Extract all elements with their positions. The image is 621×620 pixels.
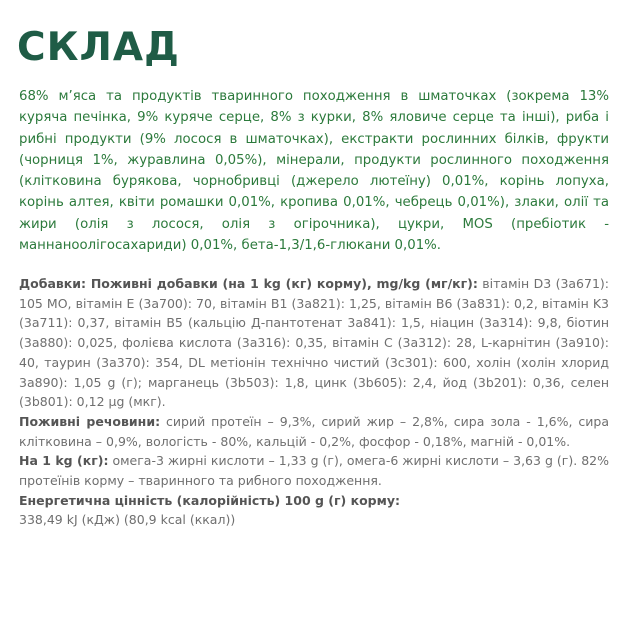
- nutrition-details: [19, 274, 609, 530]
- additives-label: Добавки: Поживні добавки (на 1 kg (кг) корму), mg/kg (мг/кг):: [19, 276, 478, 291]
- per-kg-text: омега-3 жирні кислоти – 1,33 g (г), омега-6 жирні кислоти – 3,63 g (г). 82% протеїнів корму – тваринного та рибного походження.: [19, 453, 609, 489]
- page-title: СКЛАД: [17, 25, 180, 70]
- energy-text: 338,49 kJ (кДж) (80,9 kcal (ккал)): [19, 512, 236, 528]
- nutrients-paragraph: [19, 412, 609, 451]
- additives-text: вітамін D3 (3a671): 105 МО, вітамін E (3a700): 70, вітамін B1 (3a821): 1,25, вітамін B6 (3a831): 0,2, вітамін K3 (3a711): 0,37, вітамін B5 (кальцію Д-пантотенат 3a841): 1,5, ніацин (3a314): 9,8, біотин (3a880): 0,025, фолієва кислота (3a316): 0,35, вітамін C (3a312): 28, L-карнітин (3a910): 40, таурин (3a370): 354, DL метіонін технічно чистий (3c301): 600, холін (холін хлорид 3a890): 1,05 g (г); марганець (3b503): 1,8, цинк (3b605): 2,4, йод (3b201): 0,36, селен (3b801): 0,12 µg (мкг).: [19, 276, 610, 410]
- additives-paragraph: [19, 274, 609, 412]
- composition-text: 68% м’яса та продуктів тваринного походження в шматочках (зокрема 13% куряча печінка, 9% куряче серце, 8% з курки, 8% яловиче серце та інші), риба і рибні продукти (9% лосося в шматочках), екстракти рослинних білків, фрукти (чорниця 1%, журавлина 0,05%), мінерали, продукти рослинного походження (клітковина бурякова, чорнобривці (джерело лютеїну) 0,01%, корінь лопуха, корінь алтея, квіти ромашки 0,01%, кропива 0,01%, чебрець 0,01%), злаки, олії та жири (олія з лосося, олія з огірочника), цукри, MOS (пребіотик - маннаноолігосахариди) 0,01%, бета-1,3/1,6-глюкани 0,01%.: [19, 89, 609, 254]
- energy-paragraph: [19, 491, 609, 530]
- per-kg-paragraph: [19, 451, 609, 490]
- per-kg-label: На 1 kg (кг):: [19, 453, 109, 469]
- energy-label: Енергетична цінність (калорійність) 100 g (г) корму:: [19, 492, 400, 508]
- nutrients-text: сирий протеїн – 9,3%, сирий жир – 2,8%, сира зола - 1,6%, сира клітковина – 0,9%, вологість - 80%, кальцій - 0,2%, фосфор - 0,18%, магній - 0,01%.: [19, 413, 609, 449]
- nutrients-label: Поживні речовини:: [19, 413, 161, 429]
